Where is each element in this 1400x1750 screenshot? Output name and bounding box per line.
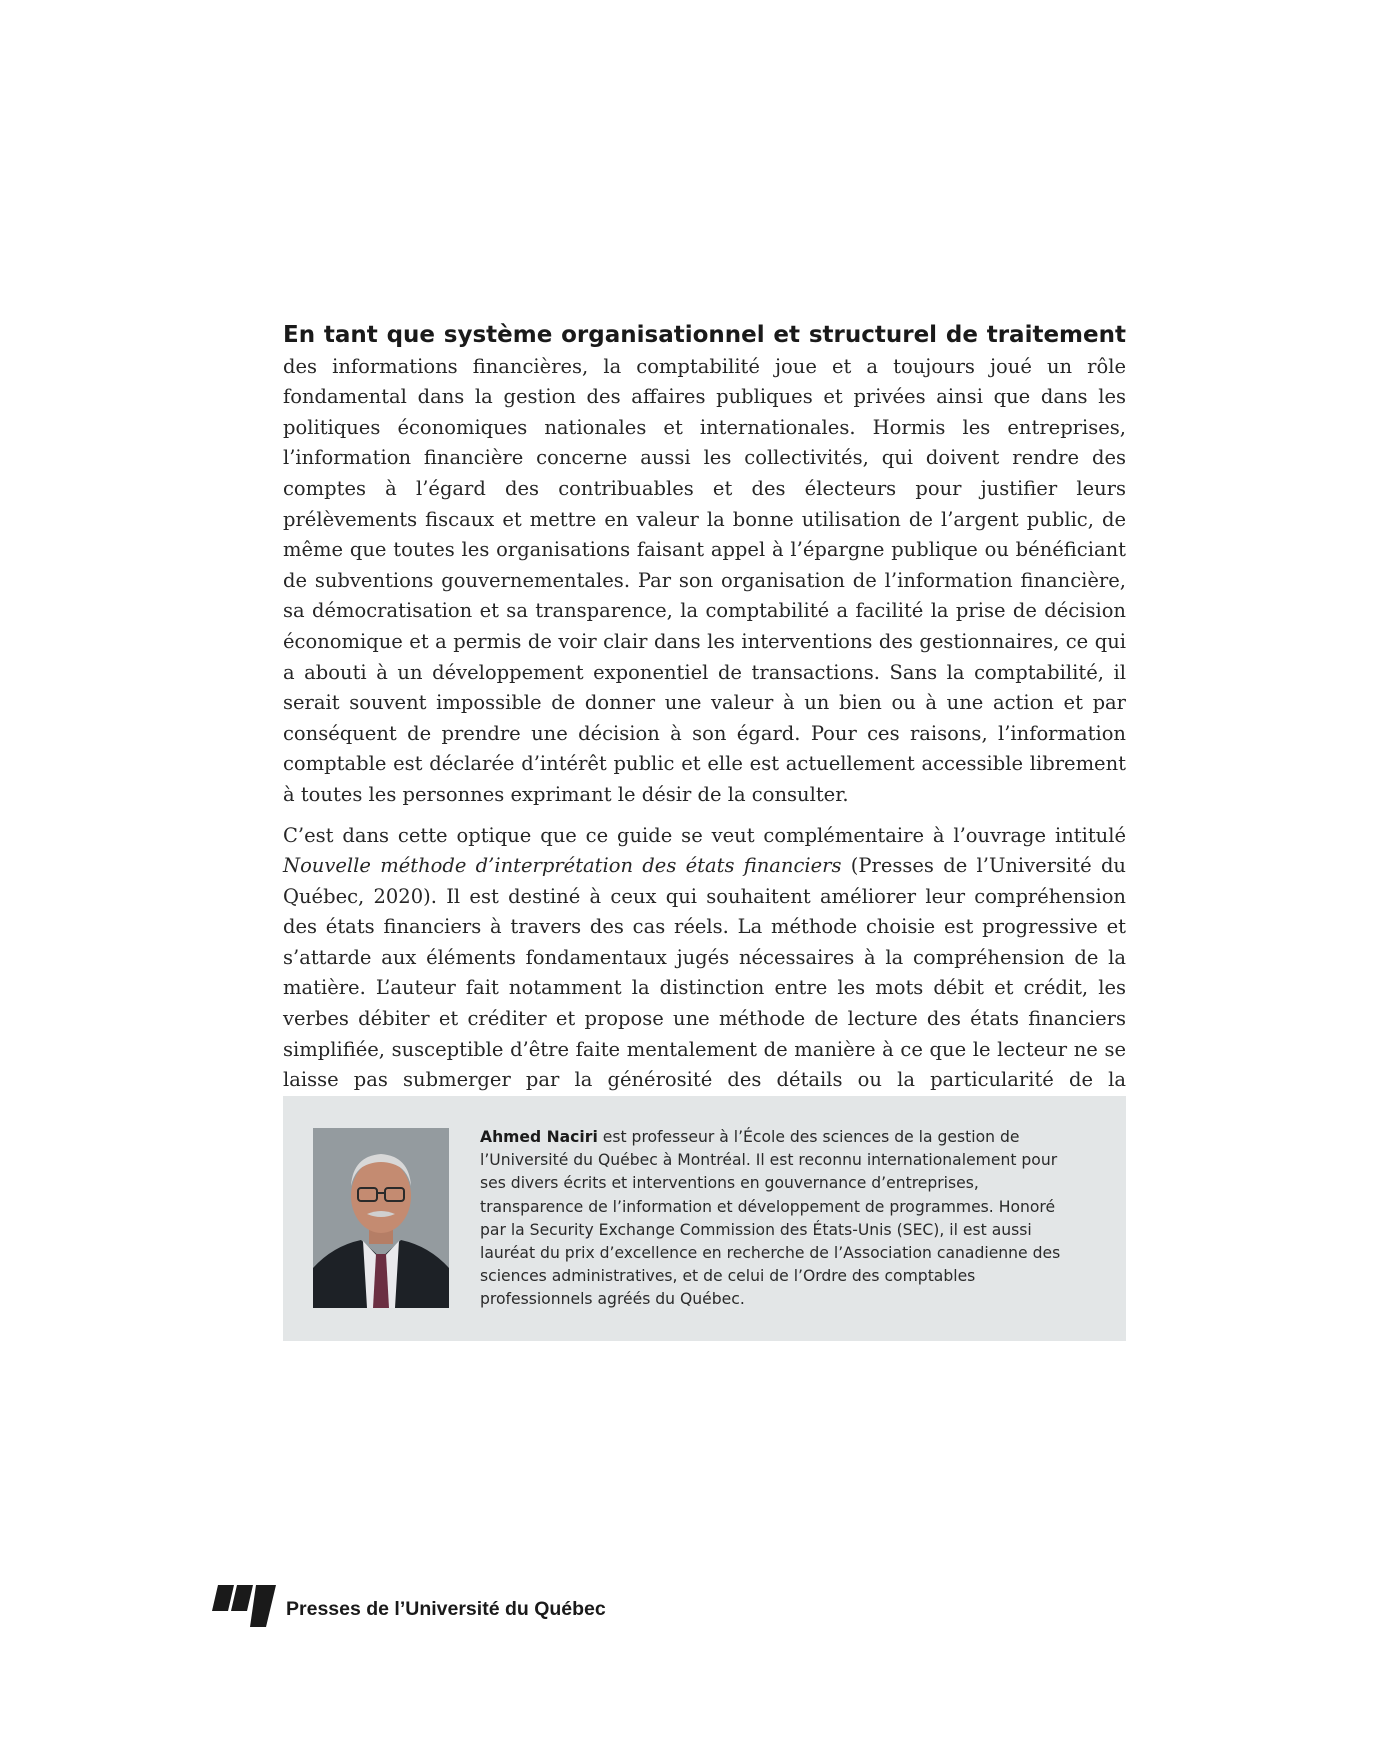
puq-logo-icon xyxy=(212,1583,276,1627)
publisher-name: Presses de l’Université du Québec xyxy=(286,1597,606,1620)
author-portrait-icon xyxy=(313,1128,449,1308)
author-box xyxy=(283,1096,1126,1341)
back-cover-text xyxy=(283,320,1126,1126)
paragraph-intro-text: des informations financières, la comptabilité joue et a toujours joué un rôle fondamental dans la gestion des affaires publiques et privées ainsi que dans les politiques économiques nationales et internationales. Hormis les entreprises, l’information financière concerne aussi les collectivités, qui doivent rendre des comptes à l’égard des contribuables et des électeurs pour justifier leurs prélèvements fiscaux et mettre en valeur la bonne utilisation de l’argent public, de même que toutes les organisations faisant appel à l’épargne publique ou bénéficiant de subventions gouvernementales. Par son organisation de l’information financière, sa démocratisation et sa transparence, la comptabilité a facilité la prise de décision économique et a permis de voir clair dans les interventions des gestionnaires, ce qui a abouti à un développement exponentiel de transactions. Sans la comptabilité, il serait souvent impossible de donner une valeur à un bien ou à une action et par conséquent de prendre une décision à son égard. Pour ces raisons, l’information comptable est déclarée d’intérêt public et elle est actuellement accessible librement à toutes les personnes exprimant le désir de la consulter. xyxy=(283,354,1126,806)
publisher-mark xyxy=(212,1583,606,1627)
paragraph-guide-start: C’est dans cette optique que ce guide se veut complémentaire à l’ouvrage intitulé xyxy=(283,823,1126,847)
author-bio-text: est professeur à l’École des sciences de la gestion de l’Université du Québec à Montréal. Il est reconnu internationalement pour ses divers écrits et interventions en gouvernance d’entreprises, transparence de l’information et développement de programmes. Honoré par la Security Exchange Commission des États-Unis (SEC), il est aussi lauréat du prix d’excellence en recherche de l’Association canadienne des sciences administratives, et de celui de l’Ordre des comptables professionnels agréés du Québec. xyxy=(480,1128,1061,1309)
lead-heading: En tant que système organisationnel et structurel de traitement xyxy=(283,322,1126,348)
paragraph-intro xyxy=(283,320,1126,811)
author-name: Ahmed Naciri xyxy=(480,1128,598,1146)
book-title: Nouvelle méthode d’interprétation des états financiers xyxy=(283,854,842,878)
paragraph-guide xyxy=(283,821,1126,1127)
author-bio xyxy=(480,1126,1080,1312)
paragraph-guide-rest: (Presses de l’Université du Québec, 2020). Il est destiné à ceux qui souhaitent améliorer leur compréhension des états financiers à travers des cas réels. La méthode choisie est progressive et s’attarde aux éléments fondamentaux jugés nécessaires à la compréhension de la matière. L’auteur fait notamment la distinction entre les mots débit et crédit, les verbes débiter et créditer et propose une méthode de lecture des états financiers simplifiée, susceptible d’être faite mentalement de manière à ce que le lecteur ne se laisse pas submerger par la générosité des détails ou la particularité de la xyxy=(283,854,1126,1092)
